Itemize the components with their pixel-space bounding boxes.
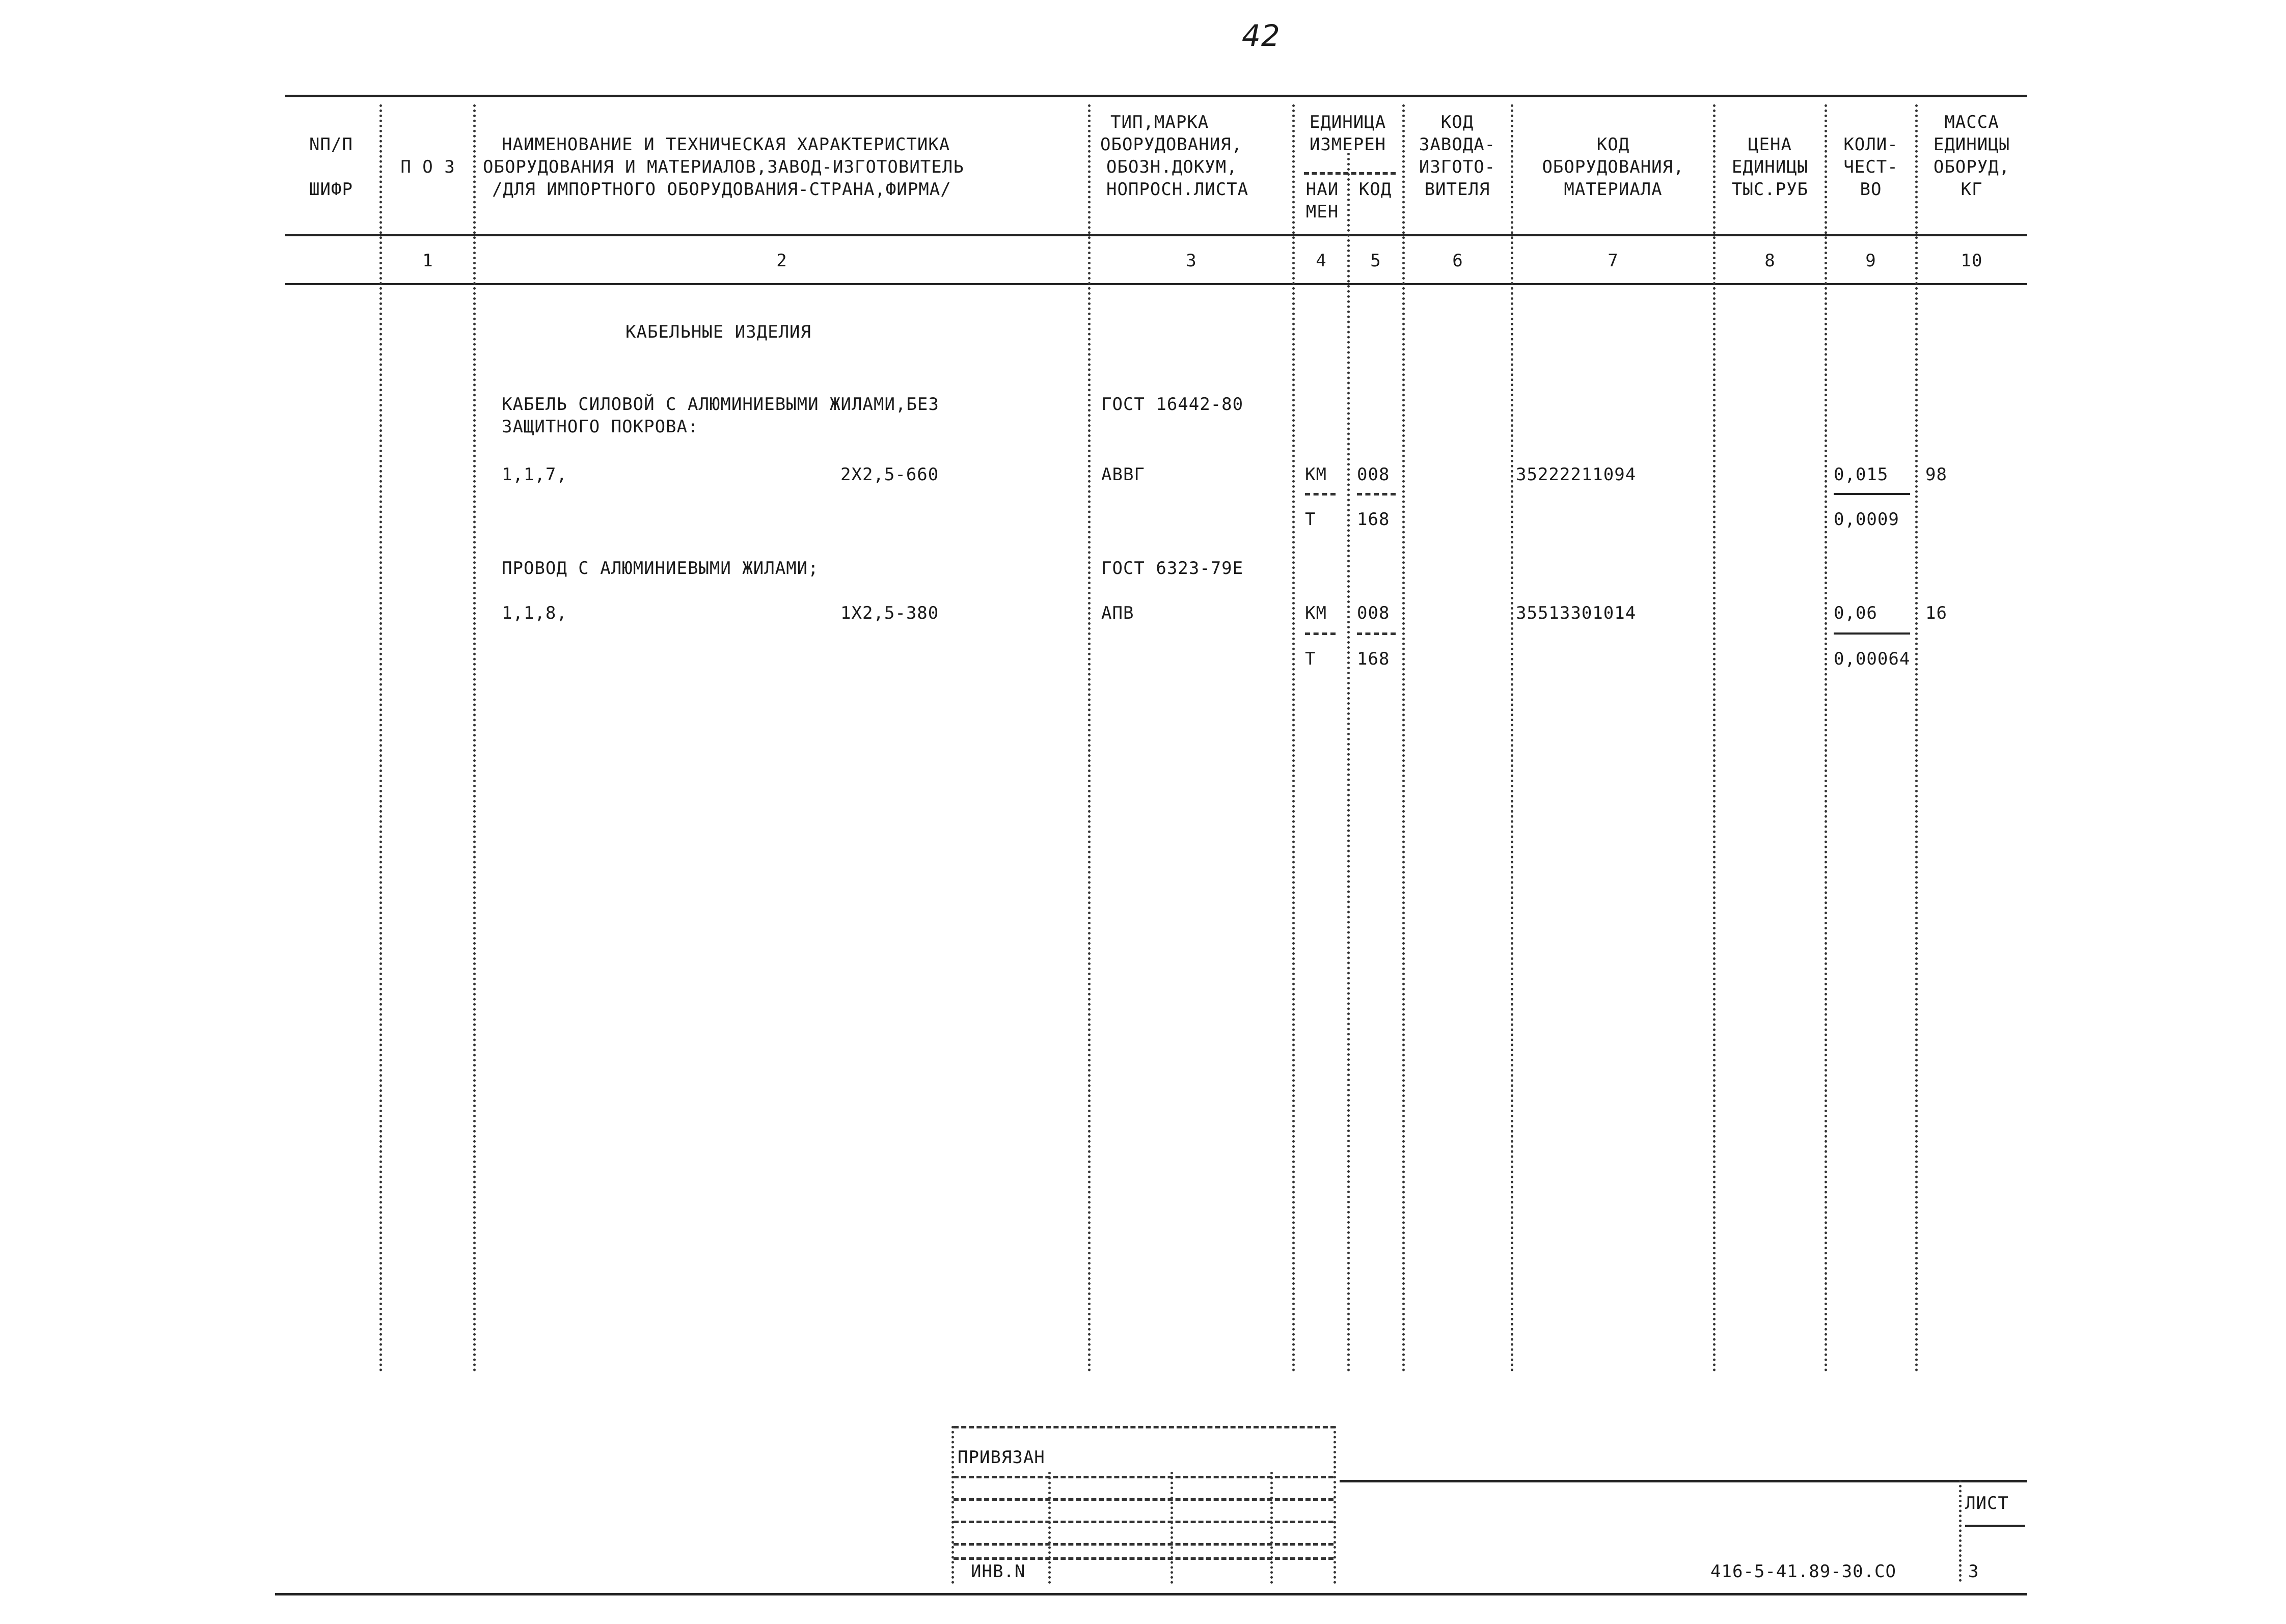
item-2-unit-bottom: Т bbox=[1305, 649, 1316, 669]
item-1-unit-bottom: Т bbox=[1305, 509, 1316, 530]
header-mass-line-2: ЕДИНИЦЫ bbox=[1933, 134, 2010, 155]
stamp-row-rule-5 bbox=[954, 1557, 1334, 1560]
item-2-mass: 16 bbox=[1925, 603, 1947, 623]
item-2-pos: 1,1,8, bbox=[502, 603, 567, 623]
column-number-7: 7 bbox=[1608, 251, 1619, 271]
column-number-5: 5 bbox=[1370, 251, 1381, 271]
header-qty-line-3: ВО bbox=[1860, 179, 1882, 200]
header-unit-name-line-1: НАИ bbox=[1305, 179, 1339, 200]
column-numbers-bottom-rule bbox=[285, 283, 2027, 285]
header-qty-line-2: ЧЕСТ- bbox=[1843, 157, 1898, 177]
col-sep-1 bbox=[379, 104, 382, 1372]
table-top-rule bbox=[285, 95, 2027, 97]
header-price-line-1: ЦЕНА bbox=[1748, 134, 1792, 155]
header-material-code-line-3: МАТЕРИАЛА bbox=[1564, 179, 1663, 200]
item-1-qty-top: 0,015 bbox=[1834, 464, 1889, 485]
stamp-doc-code: 416-5-41.89-30.CO bbox=[1710, 1561, 1896, 1582]
header-maker-code-line-4: ВИТЕЛЯ bbox=[1424, 179, 1490, 200]
item-2-type: АПВ bbox=[1101, 603, 1134, 623]
item-1-name-line-2: ЗАЩИТНОГО ПОКРОВА: bbox=[502, 417, 699, 437]
stamp-row-rule-2 bbox=[954, 1498, 1334, 1501]
page-number: 42 bbox=[1242, 18, 1281, 53]
stamp-sep-d bbox=[1334, 1426, 1336, 1584]
header-maker-code-line-2: ЗАВОДА- bbox=[1419, 134, 1496, 155]
stamp-sheet-rule bbox=[1965, 1525, 2025, 1527]
header-unit-line-1: ЕДИНИЦА bbox=[1309, 112, 1386, 132]
col-sep-7 bbox=[1511, 104, 1513, 1372]
header-maker-code-line-3: ИЗГОТО- bbox=[1419, 157, 1496, 177]
header-pos-label: П О З bbox=[400, 157, 455, 177]
item-1-material-code: 35222211094 bbox=[1516, 464, 1637, 485]
column-number-9: 9 bbox=[1865, 251, 1876, 271]
col-sep-4 bbox=[1292, 104, 1295, 1372]
col-sep-8 bbox=[1713, 104, 1716, 1372]
header-name-line-1: НАИМЕНОВАНИЕ И ТЕХНИЧЕСКАЯ ХАРАКТЕРИСТИКА bbox=[502, 134, 950, 155]
header-cipher-label: ШИФР bbox=[309, 179, 353, 200]
column-number-8: 8 bbox=[1764, 251, 1776, 271]
item-1-type: АВВГ bbox=[1101, 464, 1145, 485]
item-1-code-fraction-line bbox=[1357, 493, 1396, 496]
column-number-6: 6 bbox=[1452, 251, 1463, 271]
item-1-mass: 98 bbox=[1925, 464, 1947, 485]
item-2-qty-fraction-line bbox=[1834, 632, 1910, 635]
item-2-code-top: 008 bbox=[1357, 603, 1390, 623]
stamp-sep-b bbox=[1171, 1472, 1173, 1584]
section-title: КАБЕЛЬНЫЕ ИЗДЕЛИЯ bbox=[625, 322, 811, 342]
header-unit-name-line-2: МЕН bbox=[1305, 202, 1339, 222]
col-sep-6 bbox=[1402, 104, 1405, 1372]
header-type-line-4: НОПРОСН.ЛИСТА bbox=[1106, 179, 1249, 200]
header-type-line-2: ОБОРУДОВАНИЯ, bbox=[1100, 134, 1243, 155]
item-1-code-bottom: 168 bbox=[1357, 509, 1390, 530]
stamp-row-rule-4 bbox=[954, 1543, 1334, 1546]
stamp-top-rule bbox=[954, 1426, 1336, 1428]
header-mass-line-1: МАССА bbox=[1944, 112, 1999, 132]
header-material-code-line-2: ОБОРУДОВАНИЯ, bbox=[1542, 157, 1684, 177]
header-unit-line-2: ИЗМЕРЕН bbox=[1309, 134, 1386, 155]
stamp-row-rule-1 bbox=[954, 1476, 1334, 1478]
stamp-attached-label: ПРИВЯЗАН bbox=[958, 1447, 1045, 1468]
col-sep-3 bbox=[1088, 104, 1091, 1372]
item-1-qty-fraction-line bbox=[1834, 493, 1910, 495]
page-bottom-rule bbox=[275, 1593, 2027, 1595]
stamp-sheet-label: ЛИСТ bbox=[1965, 1493, 2009, 1513]
col-sep-5 bbox=[1347, 153, 1350, 1372]
stamp-sheet-number: 3 bbox=[1968, 1561, 1979, 1582]
header-type-line-3: ОБОЗН.ДОКУМ, bbox=[1106, 157, 1238, 177]
item-1-spec: 2Х2,5-660 bbox=[840, 464, 939, 485]
stamp-sep-c bbox=[1270, 1472, 1273, 1584]
item-2-spec: 1Х2,5-380 bbox=[840, 603, 939, 623]
header-qty-line-1: КОЛИ- bbox=[1843, 134, 1898, 155]
header-maker-code-line-1: КОД bbox=[1440, 112, 1474, 132]
unit-header-divider bbox=[1304, 172, 1396, 175]
item-1-qty-bottom: 0,0009 bbox=[1834, 509, 1899, 530]
header-mass-line-3: ОБОРУД, bbox=[1933, 157, 2010, 177]
header-type-line-1: ТИП,МАРКА bbox=[1110, 112, 1209, 132]
item-1-unit-top: КМ bbox=[1305, 464, 1327, 485]
column-number-1: 1 bbox=[422, 251, 433, 271]
col-sep-9 bbox=[1825, 104, 1827, 1372]
item-2-standard: ГОСТ 6323-79Е bbox=[1101, 558, 1244, 579]
item-1-code-top: 008 bbox=[1357, 464, 1390, 485]
header-number-label: NП/П bbox=[309, 134, 353, 155]
header-bottom-rule bbox=[285, 234, 2027, 236]
header-unit-code-label: КОД bbox=[1358, 179, 1392, 200]
item-1-pos: 1,1,7, bbox=[502, 464, 567, 485]
header-price-line-2: ЕДИНИЦЫ bbox=[1731, 157, 1809, 177]
column-number-3: 3 bbox=[1186, 251, 1197, 271]
item-2-name-line-1: ПРОВОД С АЛЮМИНИЕВЫМИ ЖИЛАМИ; bbox=[502, 558, 819, 579]
item-2-qty-bottom: 0,00064 bbox=[1834, 649, 1911, 669]
header-mass-line-4: КГ bbox=[1961, 179, 1983, 200]
stamp-sheet-sep bbox=[1959, 1480, 1962, 1582]
col-sep-2 bbox=[473, 104, 476, 1372]
header-material-code-line-1: КОД bbox=[1596, 134, 1630, 155]
item-2-code-bottom: 168 bbox=[1357, 649, 1390, 669]
column-number-4: 4 bbox=[1316, 251, 1327, 271]
header-name-line-2: ОБОРУДОВАНИЯ И МАТЕРИАЛОВ,ЗАВОД-ИЗГОТОВИТЕЛЬ bbox=[483, 157, 964, 177]
item-2-qty-top: 0,06 bbox=[1834, 603, 1877, 623]
stamp-right-top-rule bbox=[1340, 1480, 2027, 1482]
header-price-line-3: ТЫС.РУБ bbox=[1731, 179, 1809, 200]
item-2-unit-fraction-line bbox=[1305, 632, 1336, 635]
col-sep-10 bbox=[1915, 104, 1918, 1372]
column-number-10: 10 bbox=[1961, 251, 1983, 271]
column-number-2: 2 bbox=[776, 251, 787, 271]
header-name-line-3: /ДЛЯ ИМПОРТНОГО ОБОРУДОВАНИЯ-СТРАНА,ФИРМА/ bbox=[492, 179, 951, 200]
item-1-name-line-1: КАБЕЛЬ СИЛОВОЙ С АЛЮМИНИЕВЫМИ ЖИЛАМИ,БЕЗ bbox=[502, 394, 939, 415]
item-1-standard: ГОСТ 16442-80 bbox=[1101, 394, 1244, 415]
item-2-code-fraction-line bbox=[1357, 632, 1396, 635]
stamp-sep-a bbox=[1048, 1472, 1051, 1584]
item-2-unit-top: КМ bbox=[1305, 603, 1327, 623]
stamp-inv-label: ИНВ.N bbox=[971, 1561, 1026, 1582]
stamp-row-rule-3 bbox=[954, 1521, 1334, 1523]
item-1-unit-fraction-line bbox=[1305, 493, 1336, 496]
stamp-left-edge bbox=[951, 1426, 954, 1584]
item-2-material-code: 35513301014 bbox=[1516, 603, 1637, 623]
